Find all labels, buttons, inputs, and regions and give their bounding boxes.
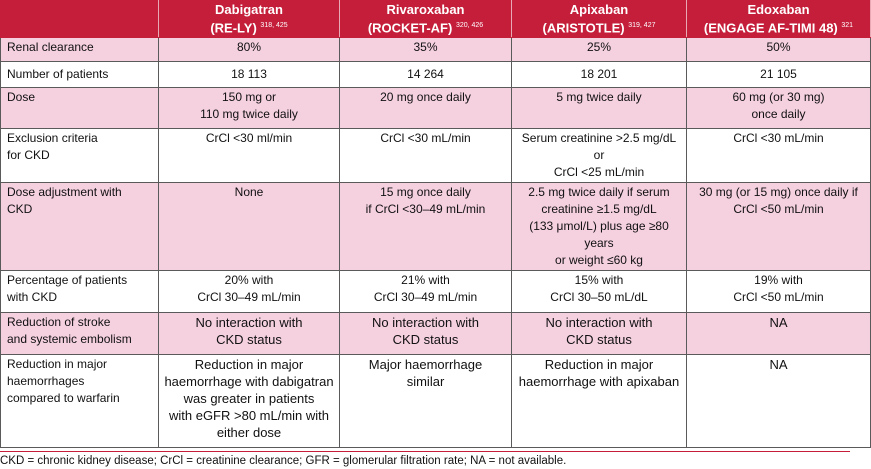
table-cell: 15% with CrCl 30–50 mL/dL (512, 271, 687, 313)
header-corner-cell (1, 1, 159, 38)
table-cell: 25% (512, 38, 687, 62)
table-row (1, 129, 871, 183)
table-cell: 150 mg or 110 mg twice daily (159, 88, 340, 129)
row-label: Renal clearance (1, 38, 159, 62)
table-cell: 35% (340, 38, 512, 62)
table-cell: 50% (687, 38, 871, 62)
row-label: Dose adjustment with CKD (1, 183, 159, 271)
header-edoxaban: Edoxaban (ENGAGE AF-TIMI 48) $^{321}$ (687, 1, 871, 38)
table-row (1, 313, 871, 355)
table-cell: 5 mg twice daily (512, 88, 687, 129)
row-label: Reduction of stroke and systemic embolism (1, 313, 159, 355)
table-cell: NA (687, 313, 871, 355)
table-header-row (1, 1, 871, 38)
table-cell: 60 mg (or 30 mg) once daily (687, 88, 871, 129)
header-dabigatran: Dabigatran (RE-LY) $^{318, 425}$ (159, 1, 340, 38)
table-cell: CrCl <30 mL/min (687, 129, 871, 183)
table-row (1, 355, 871, 448)
table-cell: CrCl <30 ml/min (159, 129, 340, 183)
row-label: Percentage of patients with CKD (1, 271, 159, 313)
table-row (1, 88, 871, 129)
table-cell: 18 113 (159, 62, 340, 88)
table-footnote: CKD = chronic kidney disease; CrCl = creatinine clearance; GFR = glomerular filtration rate; NA = not available. (0, 451, 850, 469)
table-cell: 14 264 (340, 62, 512, 88)
row-label: Number of patients (1, 62, 159, 88)
table-cell: Major haemorrhage similar (340, 355, 512, 448)
row-label: Exclusion criteria for CKD (1, 129, 159, 183)
row-label: Reduction in major haemorrhages compared to warfarin (1, 355, 159, 448)
row-label: Dose (1, 88, 159, 129)
table-cell: No interaction with CKD status (512, 313, 687, 355)
table-cell: 20% with CrCl 30–49 mL/min (159, 271, 340, 313)
table-cell: No interaction with CKD status (340, 313, 512, 355)
table-row (1, 62, 871, 88)
table-cell: 21 105 (687, 62, 871, 88)
table-cell: 30 mg (or 15 mg) once daily if CrCl <50 mL/min (687, 183, 871, 271)
table-cell: 18 201 (512, 62, 687, 88)
table-row (1, 38, 871, 62)
header-apixaban: Apixaban (ARISTOTLE) $^{319, 427}$ (512, 1, 687, 38)
table-cell: No interaction with CKD status (159, 313, 340, 355)
table-cell: 15 mg once daily if CrCl <30–49 mL/min (340, 183, 512, 271)
table-row (1, 271, 871, 313)
table-cell: 19% with CrCl <50 mL/min (687, 271, 871, 313)
table-row (1, 183, 871, 271)
table-cell: 80% (159, 38, 340, 62)
table-cell: 2.5 mg twice daily if serum creatinine ≥1.5 mg/dL (133 μmol/L) plus age ≥80 years or weight ≤60 kg (512, 183, 687, 271)
table-cell: Reduction in major haemorrhage with dabigatran was greater in patients with eGFR >80 mL/min with either dose (159, 355, 340, 448)
table-cell: NA (687, 355, 871, 448)
table-cell: Serum creatinine >2.5 mg/dL or CrCl <25 mL/min (512, 129, 687, 183)
table-cell: 20 mg once daily (340, 88, 512, 129)
header-rivaroxaban: Rivaroxaban (ROCKET-AF) $^{320, 426}$ (340, 1, 512, 38)
table-cell: Reduction in major haemorrhage with apixaban (512, 355, 687, 448)
table-cell: None (159, 183, 340, 271)
table-cell: 21% with CrCl 30–49 mL/min (340, 271, 512, 313)
table-cell: CrCl <30 mL/min (340, 129, 512, 183)
